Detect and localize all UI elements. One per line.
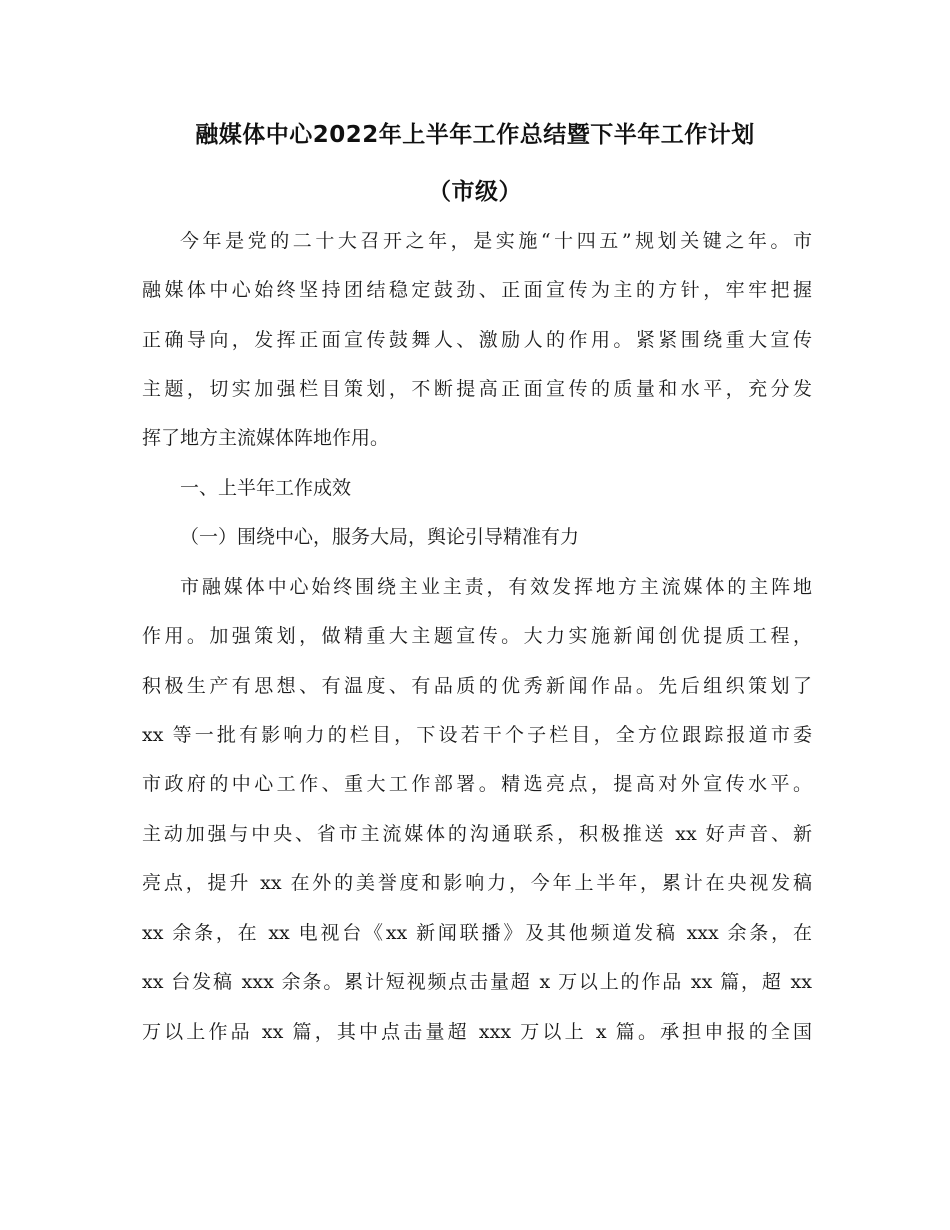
- paragraph-line: 亮点，提升 xx 在外的美誉度和影响力，今年上半年，累计在央视发稿: [142, 872, 812, 894]
- paragraph-line: 市融媒体中心始终围绕主业主责，有效发挥地方主流媒体的主阵地: [180, 576, 812, 598]
- paragraph-line: 主动加强与中央、省市主流媒体的沟通联系，积极推送 xx 好声音、新: [142, 823, 812, 845]
- document-title: 融媒体中心2022年上半年工作总结暨下半年工作计划: [195, 122, 755, 148]
- paragraph-line: 正确导向，发挥正面宣传鼓舞人、激励人的作用。紧紧围绕重大宣传: [142, 329, 812, 351]
- paragraph-line: 主题，切实加强栏目策划，不断提高正面宣传的质量和水平，充分发: [142, 378, 812, 400]
- paragraph-line: 市政府的中心工作、重大工作部署。精选亮点，提高对外宣传水平。: [142, 773, 812, 795]
- paragraph-line: 作用。加强策划，做精重大主题宣传。大力实施新闻创优提质工程，: [142, 625, 812, 647]
- subsection-heading: （一）围绕中心，服务大局，舆论引导精准有力: [180, 526, 580, 548]
- paragraph-line: 今年是党的二十大召开之年，是实施“十四五”规划关键之年。市: [180, 230, 812, 252]
- section-heading: 一、上半年工作成效: [180, 477, 352, 499]
- paragraph-line: 万以上作品 xx 篇，其中点击量超 xxx 万以上 x 篇。承担申报的全国: [142, 1021, 812, 1043]
- paragraph-line: 融媒体中心始终坚持团结稳定鼓劲、正面宣传为主的方针，牢牢把握: [142, 279, 812, 301]
- paragraph-line: 挥了地方主流媒体阵地作用。: [142, 427, 390, 449]
- document-subtitle: （市级）: [428, 179, 522, 205]
- paragraph-line: 积极生产有思想、有温度、有品质的优秀新闻作品。先后组织策划了: [142, 675, 812, 697]
- paragraph-line: xx 等一批有影响力的栏目，下设若干个子栏目，全方位跟踪报道市委: [142, 724, 812, 746]
- paragraph-line: xx 余条，在 xx 电视台《xx 新闻联播》及其他频道发稿 xxx 余条，在: [142, 922, 812, 944]
- paragraph-line: xx 台发稿 xxx 余条。累计短视频点击量超 x 万以上的作品 xx 篇，超 xx: [142, 971, 812, 993]
